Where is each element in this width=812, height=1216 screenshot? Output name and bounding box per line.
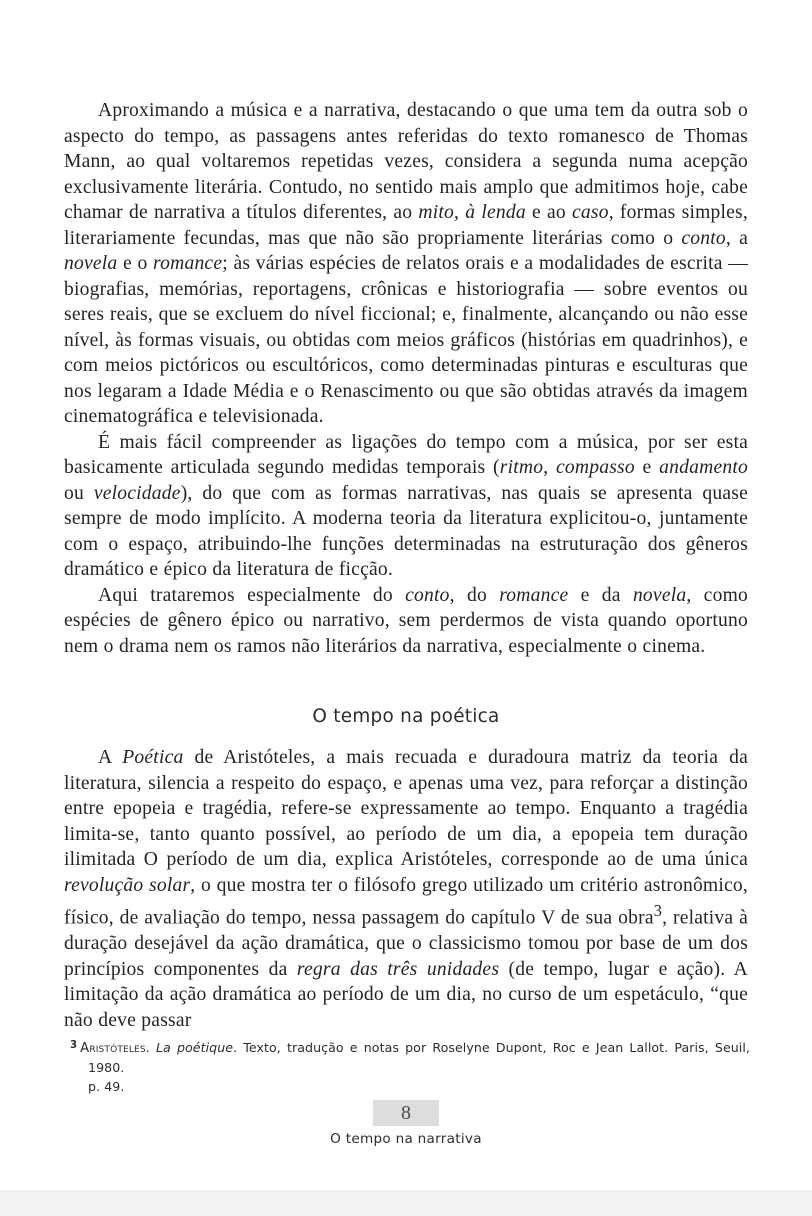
paragraph-2-sep-2: e	[634, 457, 660, 478]
paragraph-3-sep-1: , do	[449, 584, 500, 606]
paragraph-1-sep-4: e o	[117, 253, 154, 274]
footnote-block	[70, 1036, 750, 1096]
footnote-reference-3[interactable]: 3	[653, 901, 663, 920]
paragraph-3	[64, 583, 748, 660]
paragraph-2-sep-3: ou	[64, 482, 94, 504]
italic-term-regra-das-tres-unidades: regra das três unidades	[296, 958, 500, 980]
italic-term-mito: mito	[418, 202, 455, 223]
paragraph-4	[64, 745, 748, 1033]
paragraph-1-part-a: Aproximando a música e a narrativa, destacando o que uma tem da outra sob o aspecto do tempo, as passagens antes referidas do texto romanesco de Thomas Mann, ao qual voltaremos repetidas vezes, considera a segunda numa acepção exclusivamente literária. Contudo, no sentido mais amplo que admitimos hoje, cabe chamar de narrativa a títulos diferentes, ao	[64, 100, 748, 223]
footnote-line-1	[70, 1036, 750, 1077]
italic-term-romance-2: romance	[499, 584, 569, 606]
section-heading: O tempo na poética	[312, 706, 500, 727]
paragraph-4-part-b: de Aristóteles, a mais recuada e duradoura matriz da teoria da literatura, silencia a respeito do espaço, e apenas uma vez, para reforçar a distinção entre epopeia e tragédia, refere-se expressamente ao tempo. Enquanto a tragédia limita-se, tanto quanto possível, ao período de um dia, a epopeia tem duração ilimitada O período de um dia, explica Aristóteles, corresponde ao de uma única	[64, 747, 748, 870]
italic-term-a-lenda: à lenda	[465, 202, 526, 223]
italic-term-novela-2: novela	[632, 584, 687, 606]
paragraph-2-sep-1: ,	[543, 457, 556, 478]
italic-term-ritmo: ritmo	[499, 457, 544, 478]
paragraph-2-part-b: ), do que com as formas narrativas, nas quais se apresenta quase sempre de modo implícito. A moderna teoria da literatura explicitou-o, juntamente com o espaço, atribuindo-lhe funções determinadas na estruturação dos gêneros dramático e épico da literatura de ficção.	[64, 482, 748, 580]
italic-term-caso: caso	[572, 202, 609, 223]
italic-term-romance: romance	[153, 253, 223, 274]
paragraph-1-sep-2: e ao	[525, 202, 572, 223]
footnote-line-2: p. 49.	[88, 1078, 125, 1094]
italic-term-poetica: Poética	[122, 747, 184, 768]
paragraph-3-part-b: , como espécies de gênero épico ou narrativo, sem perdermos de vista quando oportuno nem o drama nem os ramos não literários da narrativa, especialmente o cinema.	[64, 584, 748, 657]
italic-term-velocidade: velocidade	[93, 482, 181, 504]
bottom-edge-band	[0, 1190, 812, 1216]
footnote-author-suffix: .	[145, 1039, 150, 1055]
paragraph-3-part-a: Aqui trataremos especialmente do	[98, 584, 406, 606]
italic-term-compasso: compasso	[556, 457, 635, 478]
footnote-rest: . Texto, tradução e notas por Roselyne Dupont, Roc e Jean Lallot. Paris, Seuil, 1980.	[88, 1039, 750, 1075]
paragraph-4-part-a: A	[98, 747, 123, 768]
paragraph-3-sep-2: e da	[568, 584, 633, 606]
paragraph-1-sep-3: , a	[725, 227, 748, 249]
italic-term-conto: conto	[681, 227, 726, 249]
italic-term-revolucao-solar: revolução solar	[64, 874, 191, 896]
paragraph-4-part-d: , relativa à duração desejável da ação dramática, que o classicismo tomou por base de um dos princípios componentes da	[64, 907, 748, 980]
paragraph-4-part-e: (de tempo, lugar e ação). A limitação da ação dramática ao período de um dia, no curso de um espetáculo, “que não deve passar	[64, 958, 748, 1031]
italic-term-novela: novela	[64, 253, 118, 274]
page-number: 8	[373, 1100, 439, 1126]
body-text-column	[64, 98, 748, 659]
footnote-author: Aristóteles	[80, 1040, 146, 1056]
section-body-column	[64, 745, 748, 1033]
page-footer	[0, 1100, 812, 1148]
footnote-work-title: La poétique	[155, 1039, 234, 1055]
footnote-marker: 3	[70, 1040, 78, 1051]
paragraph-1-part-c: ; às várias espécies de relatos orais e a modalidades de escrita — biografias, memórias, reportagens, crônicas e historiografia — sobre eventos ou seres reais, que se excluem do nível ficcional; e, finalmente, alcançando ou não esse nível, às formas visuais, ou obtidas com meios gráficos (histórias em quadrinhos), e com meios pictóricos ou escultóricos, como determinadas pinturas e esculturas que nos legaram a Idade Média e o Renascimento ou que são obtidas através da imagem cinematográfica e televisionada.	[64, 253, 748, 427]
paragraph-1	[64, 98, 748, 430]
paragraph-2-part-a: É mais fácil compreender as ligações do tempo com a música, por ser esta basicamente articulada segundo medidas temporais (	[64, 431, 748, 478]
italic-term-andamento: andamento	[659, 457, 748, 478]
paragraph-2	[64, 430, 748, 583]
paragraph-4-part-c: , o que mostra ter o filósofo grego utilizado um critério astronômico, físico, de avaliação do tempo, nessa passagem do capítulo V de sua obra	[64, 874, 748, 929]
italic-term-conto-2: conto	[405, 584, 450, 606]
paragraph-1-sep-1: ,	[454, 202, 466, 223]
paragraph-1-part-b: , formas simples, literariamente fecundas, mas que não são propriamente literárias como o	[64, 202, 748, 249]
running-title: O tempo na narrativa	[330, 1131, 482, 1147]
